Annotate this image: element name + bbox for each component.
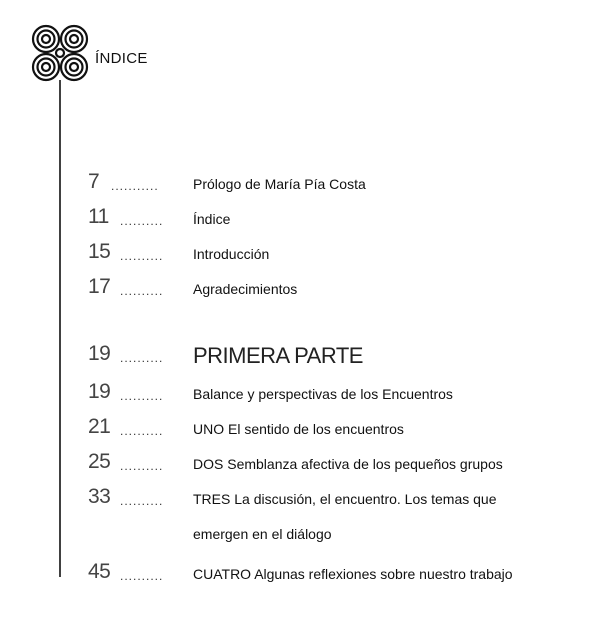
toc-entry-title: Índice <box>193 211 231 227</box>
toc-page-number: 17 <box>88 275 111 298</box>
toc-part-title: PRIMERA PARTE <box>193 343 363 368</box>
toc-entry <box>88 380 593 410</box>
toc-page-number: 19 <box>88 380 111 403</box>
toc-entry-title: Balance y perspectivas de los Encuentros <box>193 386 453 402</box>
toc-entry <box>88 240 593 270</box>
toc-entry <box>88 275 593 305</box>
toc-page-number: 21 <box>88 415 111 438</box>
toc-entry <box>88 450 593 480</box>
toc-entry <box>88 415 593 445</box>
toc-leader-dots: .......... <box>120 424 164 438</box>
toc-leader-dots: .......... <box>120 214 164 228</box>
toc-entry-title: Prólogo de María Pía Costa <box>193 176 366 192</box>
toc-leader-dots: .......... <box>120 569 164 583</box>
toc-entry <box>88 170 593 200</box>
toc-page-number: 11 <box>88 205 109 228</box>
toc-entry-title: UNO El sentido de los encuentros <box>193 421 404 437</box>
toc-page-number: 45 <box>88 560 111 583</box>
toc-entry-title: Introducción <box>193 246 270 262</box>
toc-page-number: 15 <box>88 240 111 263</box>
toc-leader-dots: .......... <box>120 389 164 403</box>
toc-page-number: 7 <box>88 170 100 193</box>
toc-part-heading <box>88 342 593 372</box>
toc-entry <box>88 560 593 590</box>
toc-leader-dots: .......... <box>120 284 164 298</box>
toc-entry <box>88 485 593 555</box>
toc-leader-dots: ........... <box>111 179 159 193</box>
toc-entry-title: CUATRO Algunas reflexiones sobre nuestro trabajo <box>193 566 513 582</box>
toc-leader-dots: .......... <box>120 351 164 365</box>
toc-entry-title: DOS Semblanza afectiva de los pequeños grupos <box>193 456 503 472</box>
toc-leader-dots: .......... <box>120 494 164 508</box>
toc-page-number: 33 <box>88 485 111 508</box>
section-heading: ÍNDICE <box>95 50 148 67</box>
toc-page-number: 25 <box>88 450 111 473</box>
toc-page-number: 19 <box>88 342 111 365</box>
toc-entry-title: TRES La discusión, el encuentro. Los temas que <box>193 491 497 507</box>
toc-leader-dots: .......... <box>120 459 164 473</box>
toc-leader-dots: .......... <box>120 249 164 263</box>
toc-entry-title: Agradecimientos <box>193 281 298 297</box>
toc-entry <box>88 205 593 235</box>
toc-entry-title-continuation: emergen en el diálogo <box>193 526 332 542</box>
